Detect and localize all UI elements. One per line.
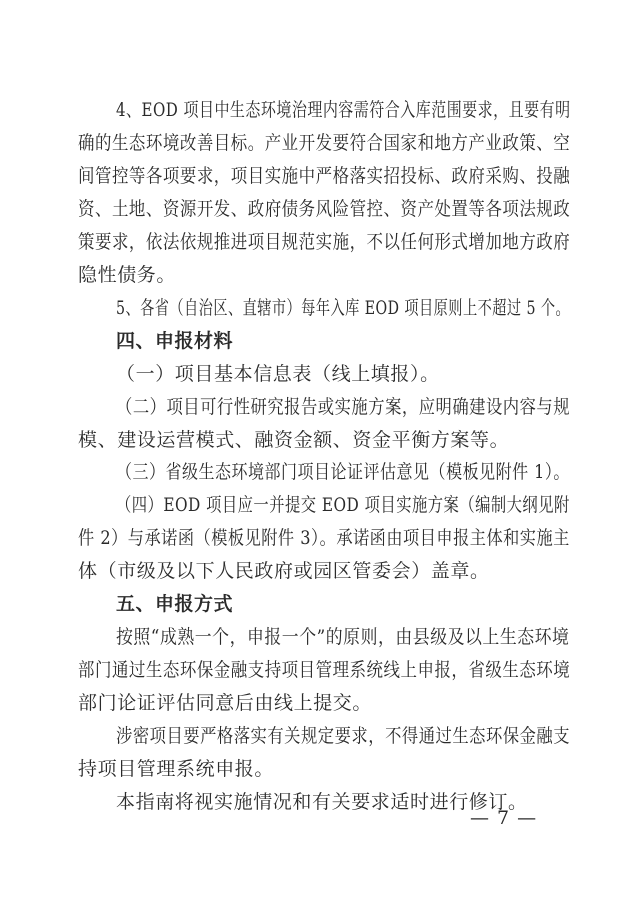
material-item-4-line-3: 体（市级及以下人民政府或园区管委会）盖章。 xyxy=(78,560,490,582)
material-item-1: （一）项目基本信息表（线上填报）。 xyxy=(116,363,440,385)
method-paragraph-1-line-1: 按照“成熟一个，申报一个”的原则，由县级及以上生态环境 xyxy=(116,626,570,648)
material-item-3: （三）省级生态环境部门项目论证评估意见（模板见附件 1）。 xyxy=(116,461,570,483)
paragraph-4-line-6: 隐性债务。 xyxy=(78,264,177,286)
method-paragraph-1-line-3: 部门论证评估同意后由线上提交。 xyxy=(78,692,373,714)
paragraph-5: 5、各省（自治区、直辖市）每年入库 EOD 项目原则上不超过 5 个。 xyxy=(116,297,571,319)
material-item-4-line-1: （四）EOD 项目应一并提交 EOD 项目实施方案（编制大纲见附 xyxy=(116,494,570,516)
paragraph-4-line-1: 4、EOD 项目中生态环境治理内容需符合入库范围要求，且要有明 xyxy=(116,99,571,121)
material-item-2-line-1: （二）项目可行性研究报告或实施方案，应明确建设内容与规 xyxy=(116,396,571,418)
material-item-4-line-2: 件 2）与承诺函（模板见附件 3）。承诺函由项目申报主体和实施主 xyxy=(78,527,570,549)
material-item-2-line-2: 模、建设运营模式、融资金额、资金平衡方案等。 xyxy=(78,429,510,451)
closing-paragraph: 本指南将视实施情况和有关要求适时进行修订。 xyxy=(116,791,528,813)
paragraph-4-line-4: 资、土地、资源开发、政府债务风险管控、资产处置等各项法规政 xyxy=(78,198,571,220)
method-paragraph-2-line-1: 涉密项目要严格落实有关规定要求，不得通过生态环保金融支 xyxy=(116,725,571,747)
paragraph-4-line-5: 策要求，依法依规推进项目规范实施，不以任何形式增加地方政府 xyxy=(78,231,571,253)
method-paragraph-2-line-2: 持项目管理系统申报。 xyxy=(78,758,275,780)
section-heading-materials: 四、申报材料 xyxy=(116,330,234,352)
paragraph-4-line-3: 间管控等各项要求，项目实施中严格落实招投标、政府采购、投融 xyxy=(78,165,571,187)
method-paragraph-1-line-2: 部门通过生态环保金融支持项目管理系统线上申报，省级生态环境 xyxy=(78,659,571,681)
paragraph-4-line-2: 确的生态环境改善目标。产业开发要符合国家和地方产业政策、空 xyxy=(78,132,571,154)
page-number: — 7 — xyxy=(470,807,538,829)
section-heading-method: 五、申报方式 xyxy=(116,593,234,615)
